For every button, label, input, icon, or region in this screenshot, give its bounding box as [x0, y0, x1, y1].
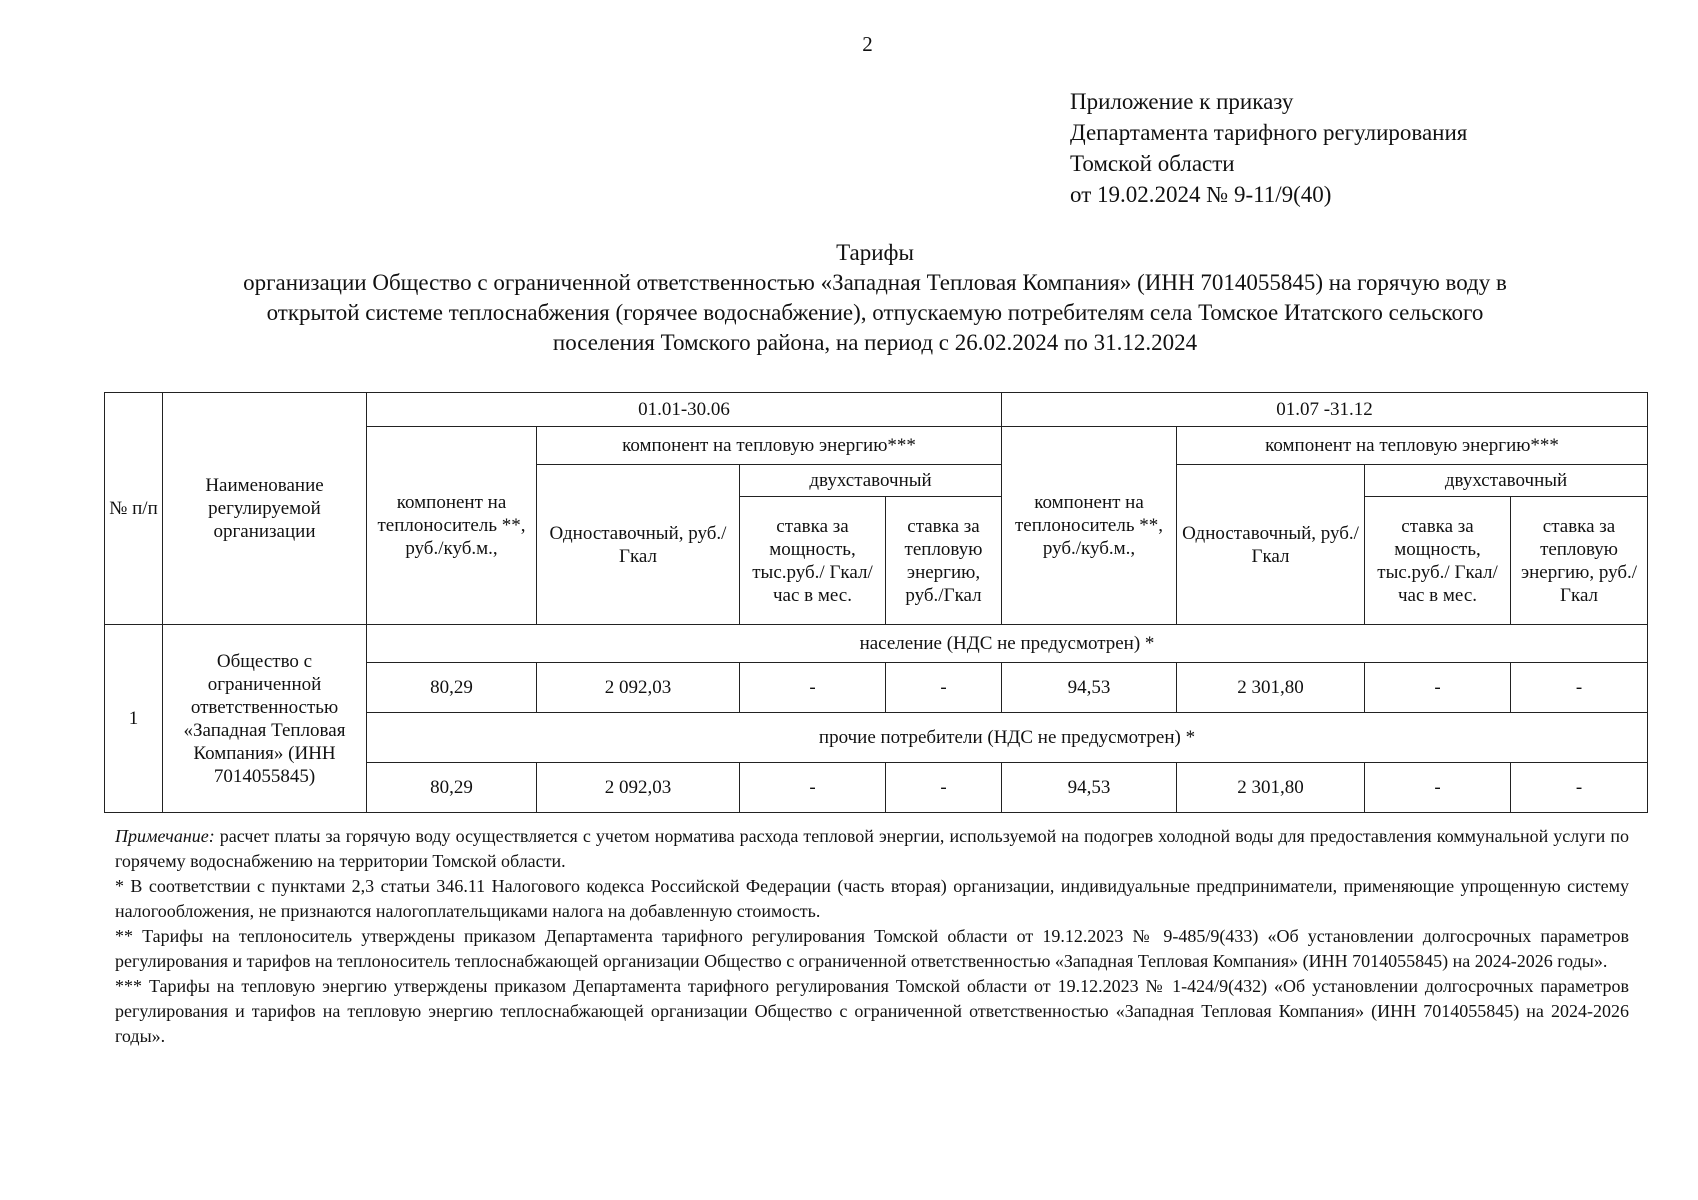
- header-two-rate-p1: двухставочный: [740, 465, 1002, 497]
- appendix-line-3: Томской области: [1070, 151, 1235, 176]
- table-cell: -: [740, 663, 886, 713]
- header-single-rate-p2: Одноставочный, руб./Гкал: [1177, 465, 1365, 625]
- header-energy-rate-p1: ставка за тепловую энергию, руб./Гкал: [886, 497, 1002, 625]
- footnote-3-text: Тарифы на тепловую энергию утверждены приказом Департамента тарифного регулирования Томской области от 19.12.2023 № 1-424/9(432) «Об установлении долгосрочных параметров регулирования и тарифов на тепловую энергию теплоснабжающей организации Общество с ограниченной ответственностью «Западная Тепловая Компания» (ИНН 7014055845) на 2024-2026 годы».: [115, 976, 1629, 1046]
- table-cell: -: [1511, 763, 1648, 813]
- table-cell: 94,53: [1002, 663, 1177, 713]
- table-cell: 2 301,80: [1177, 663, 1365, 713]
- header-single-rate-p1: Одноставочный, руб./Гкал: [537, 465, 740, 625]
- tariff-table: [104, 392, 1648, 813]
- table-cell: 80,29: [367, 663, 537, 713]
- notes-block: [115, 824, 1629, 1049]
- footnote-2-mark: **: [115, 926, 133, 946]
- table-cell: -: [886, 763, 1002, 813]
- footnote-2: [115, 924, 1629, 974]
- row-organization-name: Общество с ограниченной ответственностью «Западная Тепловая Компания» (ИНН 7014055845): [163, 625, 367, 813]
- header-energy-rate-p2: ставка за тепловую энергию, руб./Гкал: [1511, 497, 1648, 625]
- group-label-population: население (НДС не предусмотрен) *: [367, 625, 1648, 663]
- note-paragraph: [115, 824, 1629, 874]
- table-cell: -: [1365, 663, 1511, 713]
- footnote-3-mark: ***: [115, 976, 142, 996]
- row-number: 1: [105, 625, 163, 813]
- table-cell: -: [1511, 663, 1648, 713]
- table-cell: 2 301,80: [1177, 763, 1365, 813]
- header-number: № п/п: [105, 393, 163, 625]
- group-label-other-consumers: прочие потребители (НДС не предусмотрен) *: [367, 713, 1648, 763]
- footnote-1: * В соответствии с пунктами 2,3 статьи 346.11 Налогового кодекса Российской Федерации (часть вторая) организации, индивидуальные предприниматели, применяющие упрощенную систему налогообложения, не признаются налогоплательщиками налога на добавленную стоимость.: [115, 876, 1629, 921]
- header-heat-component-p2: компонент на тепловую энергию***: [1177, 427, 1648, 465]
- header-capacity-rate-p1: ставка за мощность, тыс.руб./ Гкал/час в мес.: [740, 497, 886, 625]
- header-capacity-rate-p2: ставка за мощность, тыс.руб./ Гкал/час в мес.: [1365, 497, 1511, 625]
- appendix-block: [1070, 86, 1467, 210]
- appendix-line-1: Приложение к приказу: [1070, 89, 1294, 114]
- header-organization: Наименование регулируемой организации: [163, 393, 367, 625]
- table-cell: 80,29: [367, 763, 537, 813]
- page-number: 2: [862, 32, 873, 56]
- table-cell: 94,53: [1002, 763, 1177, 813]
- header-period-1: 01.01-30.06: [367, 393, 1002, 427]
- table-cell: 2 092,03: [537, 663, 740, 713]
- header-two-rate-p2: двухставочный: [1365, 465, 1648, 497]
- table-cell: -: [740, 763, 886, 813]
- title-line-3: поселения Томского района, на период с 26.02.2024 по 31.12.2024: [552, 330, 1198, 355]
- title-line-1: организации Общество с ограниченной ответственностью «Западная Тепловая Компания» (ИНН 7014055845) на горячую воду в: [243, 270, 1507, 295]
- header-heat-component-p1: компонент на тепловую энергию***: [537, 427, 1002, 465]
- title-line-2: открытой системе теплоснабжения (горячее водоснабжение), отпускаемую потребителям села Томское Итатского сельского: [266, 300, 1484, 325]
- table-cell: 2 092,03: [537, 763, 740, 813]
- appendix-line-4: от 19.02.2024 № 9-11/9(40): [1070, 182, 1332, 207]
- footnote-3: [115, 974, 1629, 1049]
- appendix-line-2: Департамента тарифного регулирования: [1070, 120, 1468, 145]
- note-text: расчет платы за горячую воду осуществляется с учетом норматива расхода тепловой энергии, используемой на подогрев холодной воды для предоставления коммунальной услуги по горячему водоснабжению на территории Томской области.: [115, 826, 1629, 871]
- note-label: Примечание:: [115, 826, 215, 846]
- table-cell: -: [886, 663, 1002, 713]
- table-cell: -: [1365, 763, 1511, 813]
- header-carrier-component-p2: компонент на теплоноситель **, руб./куб.м.,: [1002, 427, 1177, 625]
- document-title: [110, 238, 1640, 358]
- title-heading: Тарифы: [836, 240, 914, 265]
- header-carrier-component-p1: компонент на теплоноситель **, руб./куб.м.,: [367, 427, 537, 625]
- footnote-2-text: Тарифы на теплоноситель утверждены приказом Департамента тарифного регулирования Томской области от 19.12.2023 № 9-485/9(433) «Об установлении долгосрочных параметров регулирования и тарифов на теплоноситель теплоснабжающей организации Общество с ограниченной ответственностью «Западная Тепловая Компания» (ИНН 7014055845) на 2024-2026 годы».: [115, 926, 1629, 971]
- header-period-2: 01.07 -31.12: [1002, 393, 1648, 427]
